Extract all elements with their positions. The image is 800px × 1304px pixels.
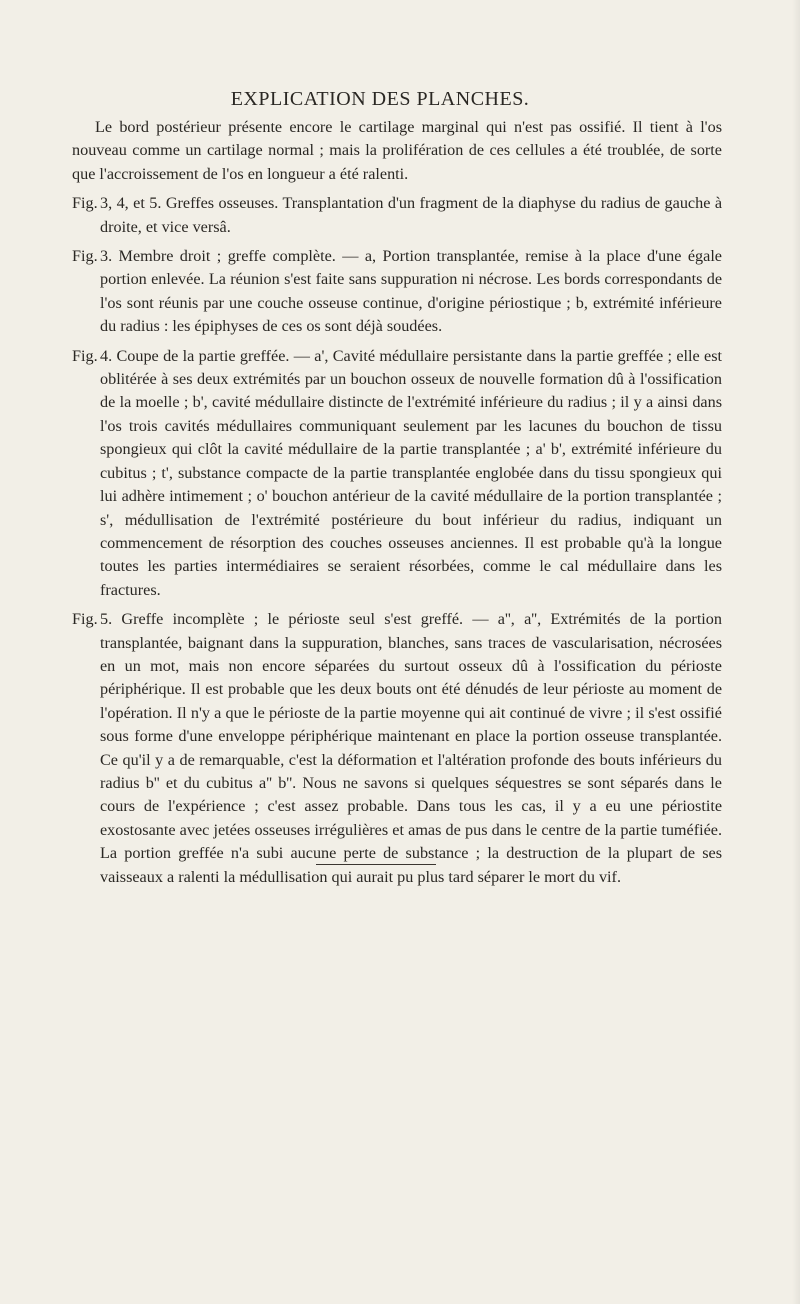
paragraph-fig-3-4-5 xyxy=(72,192,722,239)
fig-label: Fig. xyxy=(72,247,98,266)
paragraph-text: Le bord postérieur présente encore le cartilage marginal qui n'est pas ossifié. Il tient à l'os nouveau comme un cartilage normal ; mais la prolifération de ces cellules a été troublée, de sorte que l'accroissement de l'os en longueur a été ralenti. xyxy=(72,118,722,183)
page-edge-shadow xyxy=(792,0,800,1304)
paragraph-fig-5 xyxy=(72,608,722,889)
body-text xyxy=(72,116,722,895)
paragraph-fig-3 xyxy=(72,245,722,339)
paragraph-text: 3. Membre droit ; greffe complète. — a, Portion transplantée, remise à la place d'une égale portion enlevée. La réunion s'est faite sans suppuration ni nécrose. Les bords correspondants de l'os sont réunis par une couche osseuse continue, d'origine périostique ; b, extrémité inférieure du radius : les épiphyses de ces os sont déjà soudées. xyxy=(100,247,722,336)
paragraph-text: 4. Coupe de la partie greffée. — a', Cavité médullaire persistante dans la partie greffée ; elle est oblitérée à ses deux extrémités par un bouchon osseux de nouvelle formation dû à l'ossification de la moelle ; b', cavité médullaire distincte de l'extrémité inférieure du radius ; il y a ainsi dans l'os trois cavités médullaires communiquant seulement par les lacunes du bouchon de tissu spongieux qui clôt la cavité médullaire de la partie transplantée ; a' b', extrémité inférieure du cubitus ; t', substance compacte de la partie transplantée englobée dans du tissu spongieux qui lui adhère intimement ; o' bouchon antérieur de la cavité médullaire de la portion transplantée ; s', médullisation de l'extrémité postérieure du bout inférieur du radius, indiquant un commencement de résorption des couches osseuses anciennes. Il est probable qu'à la longue toutes les parties intermédiaires se seraient résorbées, comme le cal médullaire dans les fractures. xyxy=(100,346,722,599)
fig-label: Fig. xyxy=(72,346,98,365)
paragraph-fig-4 xyxy=(72,345,722,602)
page-header: EXPLICATION DES PLANCHES. xyxy=(230,88,530,110)
fig-label: Fig. xyxy=(72,194,98,213)
paragraph-intro xyxy=(72,116,722,186)
fig-label: Fig. xyxy=(72,610,98,629)
closing-rule xyxy=(316,864,436,865)
paragraph-text: 5. Greffe incomplète ; le périoste seul s'est greffé. — a'', a'', Extrémités de la portion transplantée, baignant dans la suppuration, blanches, sans traces de vascularisation, nécrosées en un mot, mais non encore séparées du surtout osseux dû à l'ossification du périoste périphérique. Il est probable que les deux bouts ont été dénudés de leur périoste au moment de l'opération. Il n'y a que le périoste de la partie moyenne qui ait continué de vivre ; il s'est ossifié sous forme d'une enveloppe périphérique maintenant en place la portion osseuse transplantée. Ce qu'il y a de remarquable, c'est la déformation et l'altération profonde des bouts inférieurs du radius b'' et du cubitus a'' b''. Nous ne savons si quelques séquestres se sont séparés dans le cours de l'expérience ; c'est assez probable. Dans tous les cas, il y a eu une périostite exostosante avec jetées osseuses irrégulières et amas de pus dans le centre de la partie tuméfiée. La portion greffée n'a subi aucune perte de substance ; la destruction de la plupart de ses vaisseaux a ralenti la médullisation qui aurait pu plus tard séparer le mort du vif. xyxy=(100,610,722,886)
paragraph-text: 3, 4, et 5. Greffes osseuses. Transplantation d'un fragment de la diaphyse du radius de gauche à droite, et vice versâ. xyxy=(100,194,722,236)
